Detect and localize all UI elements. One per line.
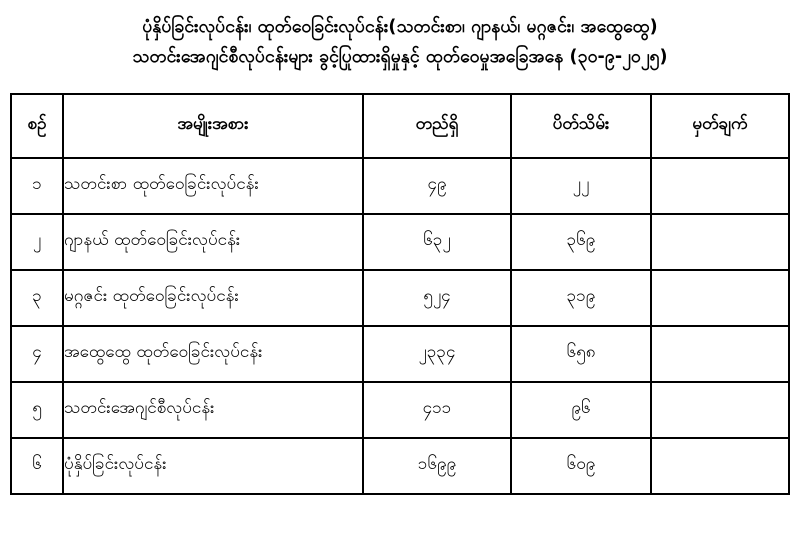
column-header-type: အမျိုးအစား [63, 94, 363, 158]
cell-note [651, 326, 789, 382]
table-row [11, 158, 789, 214]
cell-closed: ၉၆ [511, 382, 651, 438]
cell-closed: ၃၁၉ [511, 270, 651, 326]
cell-closed: ၆၅၈ [511, 326, 651, 382]
cell-type: မဂ္ဂဇင်း ထုတ်ဝေခြင်းလုပ်ငန်း [63, 270, 363, 326]
column-header-note: မှတ်ချက် [651, 94, 789, 158]
table-row [11, 382, 789, 438]
column-header-no: စဉ် [11, 94, 63, 158]
table-row [11, 270, 789, 326]
table-header-row [11, 94, 789, 158]
cell-no: ၁ [11, 158, 63, 214]
column-header-existing: တည်ရှိ [363, 94, 511, 158]
document-title-block [10, 14, 790, 71]
table-header [11, 94, 789, 158]
table-body [11, 158, 789, 494]
cell-closed: ၃၆၉ [511, 214, 651, 270]
cell-note [651, 214, 789, 270]
cell-note [651, 270, 789, 326]
table-row [11, 326, 789, 382]
cell-no: ၂ [11, 214, 63, 270]
cell-no: ၃ [11, 270, 63, 326]
cell-no: ၄ [11, 326, 63, 382]
cell-type: သတင်းစာ ထုတ်ဝေခြင်းလုပ်ငန်း [63, 158, 363, 214]
title-line-1: ပုံနှိပ်ခြင်းလုပ်ငန်း၊ ထုတ်ဝေခြင်းလုပ်ငန်း(သတင်းစာ၊ ဂျာနယ်၊ မဂ္ဂဇင်း၊ အထွေထွေ) [142, 17, 658, 37]
cell-existing: ၂၃၃၄ [363, 326, 511, 382]
cell-type: သတင်းအေဂျင်စီလုပ်ငန်း [63, 382, 363, 438]
cell-note [651, 382, 789, 438]
cell-existing: ၄၁၁ [363, 382, 511, 438]
cell-note [651, 438, 789, 494]
table-row [11, 214, 789, 270]
cell-closed: ၆၀၉ [511, 438, 651, 494]
cell-existing: ၆၃၂ [363, 214, 511, 270]
title-line-2: သတင်းအေဂျင်စီလုပ်ငန်းများ ခွင့်ပြုထားရှိမှုနှင့် ထုတ်ဝေမှုအခြေအနေ (၃၀-၉-၂၀၂၅) [132, 47, 668, 68]
cell-type: ဂျာနယ် ထုတ်ဝေခြင်းလုပ်ငန်း [63, 214, 363, 270]
cell-closed: ၂၂ [511, 158, 651, 214]
cell-existing: ၁၆၉၉ [363, 438, 511, 494]
cell-existing: ၄၉ [363, 158, 511, 214]
publication-status-table [10, 93, 790, 495]
cell-no: ၆ [11, 438, 63, 494]
cell-no: ၅ [11, 382, 63, 438]
cell-type: ပုံနှိပ်ခြင်းလုပ်ငန်း [63, 438, 363, 494]
cell-existing: ၅၂၄ [363, 270, 511, 326]
column-header-closed: ပိတ်သိမ်း [511, 94, 651, 158]
table-row [11, 438, 789, 494]
cell-type: အထွေထွေ ထုတ်ဝေခြင်းလုပ်ငန်း [63, 326, 363, 382]
cell-note [651, 158, 789, 214]
